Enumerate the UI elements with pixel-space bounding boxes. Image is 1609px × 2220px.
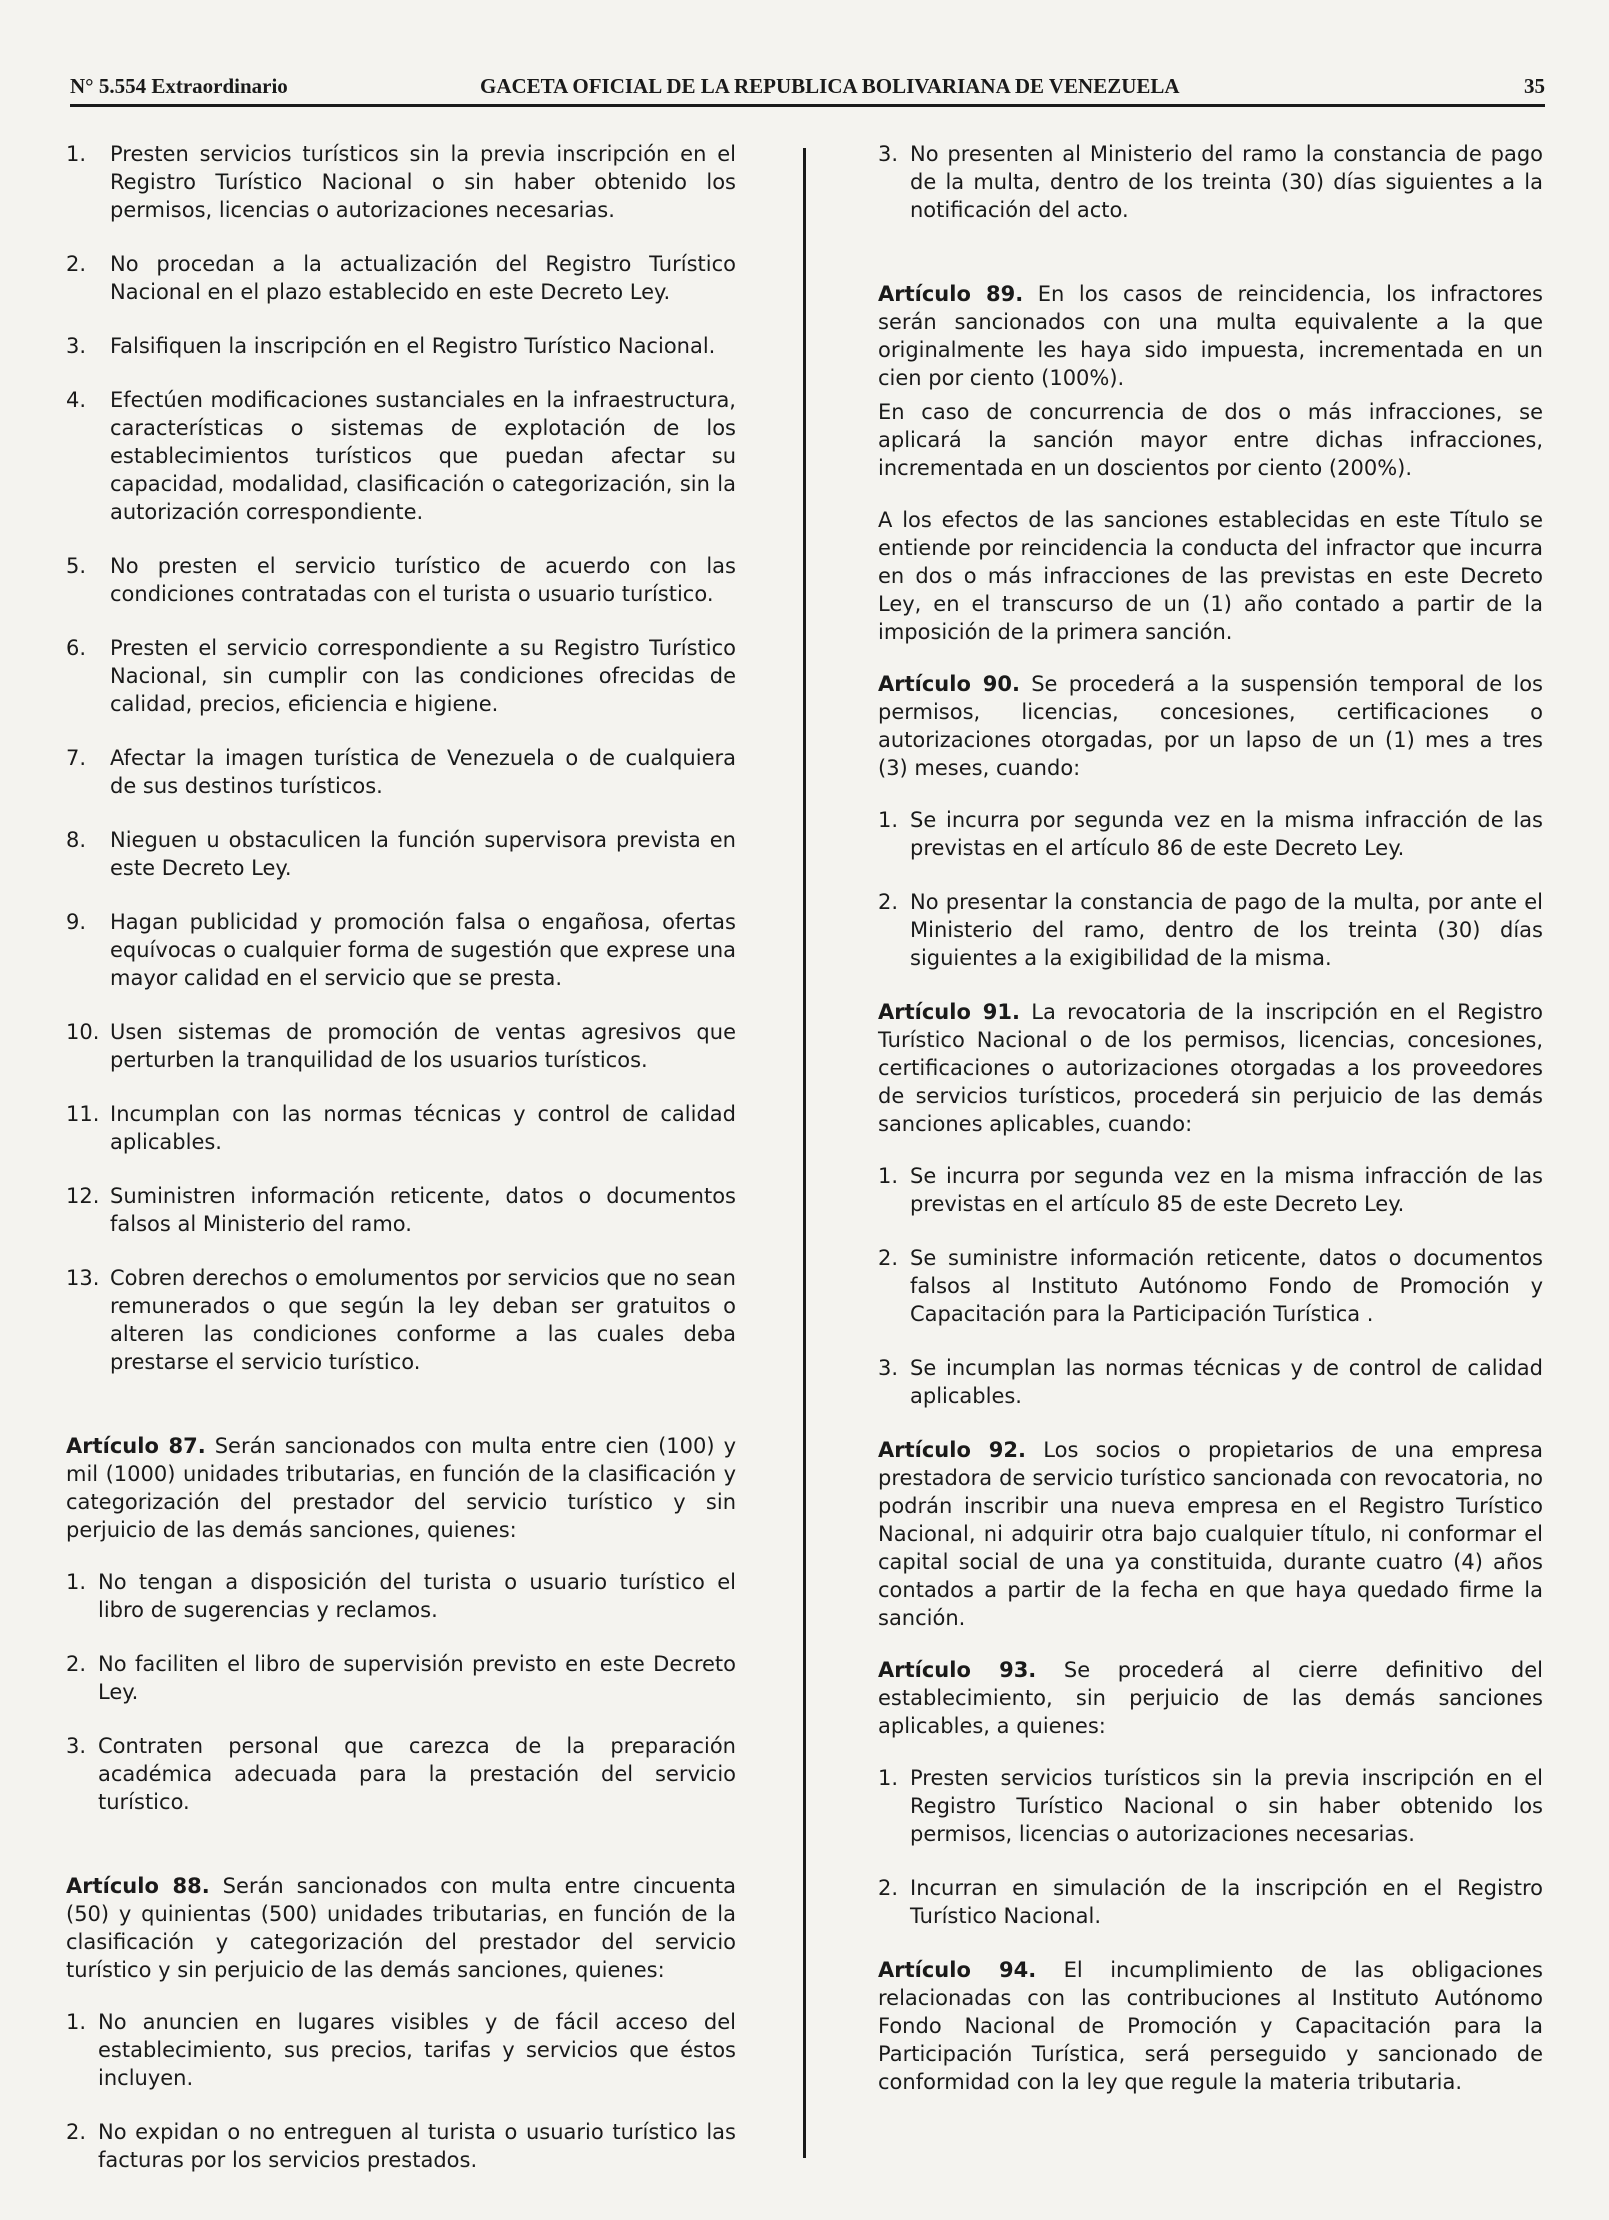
list-article-90 <box>878 806 1543 972</box>
list-article-93 <box>878 1764 1543 1930</box>
list-item <box>66 634 736 718</box>
article-89-text: En los casos de reincidencia, los infractores serán sancionados con una multa equivalente a la que originalmente les haya sido impuesta, incrementada en un cien por ciento (100%). <box>878 282 1543 390</box>
list-item-number: 6. <box>66 636 87 660</box>
list-item-number: 1. <box>66 1570 87 1594</box>
list-item-number: 3. <box>66 1734 87 1758</box>
list-item <box>66 1650 736 1706</box>
list-item <box>66 1100 736 1156</box>
article-92 <box>878 1436 1543 1632</box>
list-item-number: 1. <box>878 1766 899 1790</box>
article-87 <box>66 1432 736 1544</box>
list-item-number: 12. <box>66 1184 100 1208</box>
list-article-91 <box>878 1162 1543 1410</box>
list-item-number: 7. <box>66 746 87 770</box>
list-item-text: No expidan o no entreguen al turista o usuario turístico las facturas por los servicios prestados. <box>98 2120 736 2172</box>
article-89-paragraph-2: En caso de concurrencia de dos o más infracciones, se aplicará la sanción mayor entre dichas infracciones, incrementada en un doscientos por ciento (200%). <box>878 400 1543 480</box>
list-item-text: Usen sistemas de promoción de ventas agresivos que perturben la tranquilidad de los usuarios turísticos. <box>110 1020 736 1072</box>
article-87-text: Serán sancionados con multa entre cien (100) y mil (1000) unidades tributarias, en función de la clasificación y categorización del prestador del servicio turístico y sin perjuicio de las demás sanciones, quienes: <box>66 1434 736 1542</box>
list-item <box>66 332 736 360</box>
list-item-text: No faciliten el libro de supervisión previsto en este Decreto Ley. <box>98 1652 736 1704</box>
article-94-label: Artículo 94. <box>878 1958 1037 1982</box>
list-item-text: Se suministre información reticente, datos o documentos falsos al Instituto Autónomo Fondo de Promoción y Capacitación para la Participación Turística . <box>910 1246 1543 1326</box>
list-item-text: Falsifiquen la inscripción en el Registro Turístico Nacional. <box>110 334 716 358</box>
list-item-text: No tengan a disposición del turista o usuario turístico el libro de sugerencias y reclamos. <box>98 1570 736 1622</box>
list-item-text: Se incumplan las normas técnicas y de control de calidad aplicables. <box>910 1356 1543 1408</box>
list-item-number: 5. <box>66 554 87 578</box>
list-item <box>66 744 736 800</box>
list-item <box>878 1354 1543 1410</box>
list-item-text: Presten servicios turísticos sin la previa inscripción en el Registro Turístico Nacional o sin haber obtenido los permisos, licencias o autorizaciones necesarias. <box>910 1766 1543 1846</box>
list-item-number: 2. <box>878 890 899 914</box>
list-item-text: Suministren información reticente, datos o documentos falsos al Ministerio del ramo. <box>110 1184 736 1236</box>
list-item <box>878 1162 1543 1218</box>
list-item <box>878 806 1543 862</box>
list-item-number: 9. <box>66 910 87 934</box>
page-number: 35 <box>1524 74 1545 98</box>
article-87-label: Artículo 87. <box>66 1434 206 1458</box>
list-item <box>66 552 736 608</box>
list-item-text: Se incurra por segunda vez en la misma infracción de las previstas en el artículo 86 de este Decreto Ley. <box>910 808 1543 860</box>
list-article-87 <box>66 1568 736 1816</box>
list-item-text: Presten el servicio correspondiente a su Registro Turístico Nacional, sin cumplir con las condiciones ofrecidas de calidad, precios, eficiencia e higiene. <box>110 636 736 716</box>
list-item <box>66 908 736 992</box>
list-item <box>878 1764 1543 1848</box>
list-item-text: No presten el servicio turístico de acuerdo con las condiciones contratadas con el turista o usuario turístico. <box>110 554 736 606</box>
list-item-text: Hagan publicidad y promoción falsa o engañosa, ofertas equívocas o cualquier forma de sugestión que exprese una mayor calidad en el servicio que se presta. <box>110 910 736 990</box>
article-91-label: Artículo 91. <box>878 1000 1021 1024</box>
list-item <box>66 1568 736 1624</box>
article-92-label: Artículo 92. <box>878 1438 1026 1462</box>
list-article-88 <box>66 2008 736 2174</box>
article-90-text: Se procederá a la suspensión temporal de los permisos, licencias, concesiones, certificaciones o autorizaciones otorgadas, por un lapso de un (1) mes a tres (3) meses, cuando: <box>878 672 1543 780</box>
list-item-text: Contraten personal que carezca de la preparación académica adecuada para la prestación del servicio turístico. <box>98 1734 736 1814</box>
article-92-text: Los socios o propietarios de una empresa prestadora de servicio turístico sancionada con revocatoria, no podrán inscribir una nueva empresa en el Registro Turístico Nacional, ni adquirir otra bajo cualquier título, ni conformar el capital social de una ya constituida, durante cuatro (4) años contados a partir de la fecha en que haya quedado firme la sanción. <box>878 1438 1543 1630</box>
list-item-number: 3. <box>878 142 899 166</box>
list-item <box>66 2008 736 2092</box>
list-item <box>66 1264 736 1376</box>
article-94-text: El incumplimiento de las obligaciones relacionadas con las contribuciones al Instituto Autónomo Fondo Nacional de Promoción y Capacitación para la Participación Turística, será perseguido y sancionado de conformidad con la ley que regule la materia tributaria. <box>878 1958 1543 2094</box>
article-94 <box>878 1956 1543 2096</box>
list-item-number: 2. <box>66 2120 87 2144</box>
list-item <box>878 140 1543 224</box>
list-item-text: Cobren derechos o emolumentos por servicios que no sean remunerados o que según la ley deban ser gratuitos o alteren las condiciones conforme a las cuales deba prestarse el servicio turístico. <box>110 1266 736 1374</box>
list-item-number: 2. <box>66 252 87 276</box>
article-89-paragraph-3: A los efectos de las sanciones establecidas en este Título se entiende por reincidencia la conducta del infractor que incurra en dos o más infracciones de las previstas en este Decreto Ley, en el transcurso de un (1) año contado a partir de la imposición de la primera sanción. <box>878 508 1543 644</box>
article-93 <box>878 1656 1543 1740</box>
article-90 <box>878 670 1543 782</box>
list-item-number: 10. <box>66 1020 100 1044</box>
article-89 <box>878 280 1543 392</box>
list-item-text: Afectar la imagen turística de Venezuela o de cualquiera de sus destinos turísticos. <box>110 746 736 798</box>
article-90-label: Artículo 90. <box>878 672 1020 696</box>
list-item-number: 8. <box>66 828 87 852</box>
list-item <box>66 1732 736 1816</box>
list-article-86 <box>66 140 736 1376</box>
list-item-number: 1. <box>66 142 87 166</box>
list-item-text: No anuncien en lugares visibles y de fácil acceso del establecimiento, sus precios, tarifas y servicios que éstos incluyen. <box>98 2010 736 2090</box>
article-93-text: Se procederá al cierre definitivo del establecimiento, sin perjuicio de las demás sanciones aplicables, a quienes: <box>878 1658 1544 1738</box>
gazette-title: GACETA OFICIAL DE LA REPUBLICA BOLIVARIANA DE VENEZUELA <box>480 74 1180 98</box>
article-88 <box>66 1872 736 1984</box>
header-rule <box>70 104 1545 107</box>
list-item-number: 2. <box>66 1652 87 1676</box>
list-item-text: No procedan a la actualización del Registro Turístico Nacional en el plazo establecido en este Decreto Ley. <box>110 252 736 304</box>
list-item-text: No presentar la constancia de pago de la multa, por ante el Ministerio del ramo, dentro de los treinta (30) días siguientes a la exigibilidad de la misma. <box>910 890 1543 970</box>
left-column <box>66 140 736 2200</box>
list-item <box>66 250 736 306</box>
list-article-88-continued <box>878 140 1543 224</box>
list-item <box>878 1244 1543 1328</box>
list-item-number: 1. <box>878 1164 899 1188</box>
list-item-number: 4. <box>66 388 87 412</box>
list-item-number: 3. <box>66 334 87 358</box>
article-93-label: Artículo 93. <box>878 1658 1037 1682</box>
list-item-text: Incurran en simulación de la inscripción en el Registro Turístico Nacional. <box>910 1876 1543 1928</box>
list-item-text: Incumplan con las normas técnicas y control de calidad aplicables. <box>110 1102 736 1154</box>
list-item-number: 3. <box>878 1356 899 1380</box>
list-item <box>66 1018 736 1074</box>
article-88-text: Serán sancionados con multa entre cincuenta (50) y quinientas (500) unidades tributarias, en función de la clasificación y categorización del prestador del servicio turístico y sin perjuicio de las demás sanciones, quienes: <box>66 1874 736 1982</box>
list-item <box>66 826 736 882</box>
list-item-number: 13. <box>66 1266 100 1290</box>
article-91 <box>878 998 1543 1138</box>
article-91-text: La revocatoria de la inscripción en el Registro Turístico Nacional o de los permisos, licencias, concesiones, certificaciones o autorizaciones otorgadas a los proveedores de servicios turísticos, procederá sin perjuicio de las demás sanciones aplicables, cuando: <box>878 1000 1543 1136</box>
list-item-number: 1. <box>878 808 899 832</box>
list-item <box>66 140 736 224</box>
right-column <box>878 140 1543 2120</box>
list-item-text: Nieguen u obstaculicen la función supervisora prevista en este Decreto Ley. <box>110 828 736 880</box>
list-item-number: 2. <box>878 1246 899 1270</box>
list-item-number: 1. <box>66 2010 87 2034</box>
list-item-number: 11. <box>66 1102 100 1126</box>
column-divider <box>803 148 806 2158</box>
list-item <box>66 386 736 526</box>
page-header <box>70 74 1545 102</box>
list-item-text: Efectúen modificaciones sustanciales en la infraestructura, características o sistemas de explotación de los establecimientos turísticos que puedan afectar su capacidad, modalidad, clasificación o categorización, sin la autorización correspondiente. <box>110 388 736 524</box>
list-item <box>66 1182 736 1238</box>
list-item <box>878 888 1543 972</box>
list-item <box>878 1874 1543 1930</box>
list-item-text: No presenten al Ministerio del ramo la constancia de pago de la multa, dentro de los treinta (30) días siguientes a la notificación del acto. <box>910 142 1543 222</box>
list-item-text: Se incurra por segunda vez en la misma infracción de las previstas en el artículo 85 de este Decreto Ley. <box>910 1164 1543 1216</box>
issue-number: N° 5.554 Extraordinario <box>70 74 288 98</box>
list-item-text: Presten servicios turísticos sin la previa inscripción en el Registro Turístico Nacional o sin haber obtenido los permisos, licencias o autorizaciones necesarias. <box>110 142 736 222</box>
list-item <box>66 2118 736 2174</box>
article-89-label: Artículo 89. <box>878 282 1024 306</box>
list-item-number: 2. <box>878 1876 899 1900</box>
article-88-label: Artículo 88. <box>66 1874 210 1898</box>
